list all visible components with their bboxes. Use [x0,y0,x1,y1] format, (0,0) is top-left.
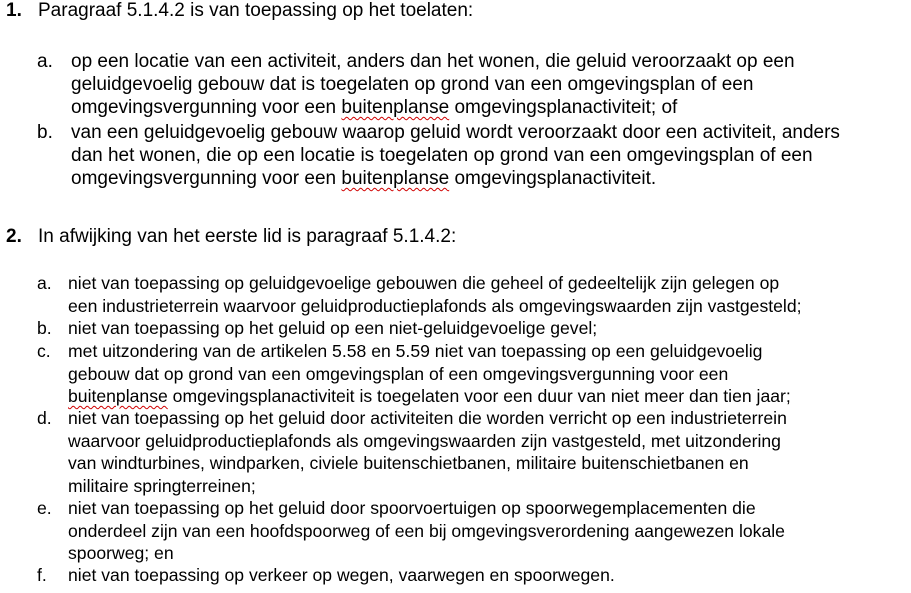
item-line: een industrieterrein waarvoor geluidproductieplafonds als omgevingswaarden zijn vastgesteld; [68,295,802,316]
item-line: dan het wonen, die op een locatie is toegelaten op grond van een omgevingsplan of een [71,145,813,166]
item-text [68,407,787,497]
item-line: niet van toepassing op verkeer op wegen, vaarwegen en spoorwegen. [68,565,615,585]
item-text [68,497,785,565]
list-item [37,121,840,190]
item-line: spoorweg; en [68,543,174,563]
list-item [37,317,597,340]
list-item [37,340,791,408]
item-letter: c. [37,341,51,361]
spellcheck-flagged-word: buitenplanse [341,168,450,189]
item-line: niet van toepassing op geluidgevoelige gebouwen die geheel of gedeeltelijk zijn gelegen op [68,273,780,293]
item-text [68,340,791,408]
item-line: van een geluidgevoelig gebouw waarop geluid wordt veroorzaakt door een activiteit, anders [71,122,840,143]
clause-heading [6,0,473,22]
clause-intro: Paragraaf 5.1.4.2 is van toepassing op het toelaten: [38,0,474,21]
item-line: niet van toepassing op het geluid door activiteiten die worden verricht op een industrieterrein [68,408,787,428]
spellcheck-flagged-word: buitenplanse [68,386,168,406]
line-segment: omgevingsvergunning voor een [71,97,342,118]
list-item [37,50,795,119]
item-text [68,272,802,317]
line-segment: omgevingsplanactiviteit; of [449,97,678,118]
item-line: geluidgevoelig gebouw dat is toegelaten op grond van een omgevingsplan of een [71,74,754,95]
item-text [71,121,840,190]
item-line: van windturbines, windparken, civiele buitenschietbanen, militaire buitenschietbanen en [68,453,749,473]
list-item [37,564,615,587]
item-line: militaire springterreinen; [68,475,256,496]
item-line [71,167,840,190]
item-line: niet van toepassing op het geluid door spoorvoertuigen op spoorwegemplacementen die [68,498,756,518]
line-segment: omgevingsplanactiviteit. [449,168,657,189]
item-line: niet van toepassing op het geluid op een niet-geluidgevoelige gevel; [68,318,598,338]
item-line [71,96,795,119]
item-letter: a. [37,51,53,72]
item-letter: a. [37,273,52,293]
item-letter: f. [37,565,47,585]
item-line: waarvoor geluidproductieplafonds als omgevingswaarden zijn vastgesteld, met uitzondering [68,430,781,451]
item-text [68,564,615,587]
clause-intro: In afwijking van het eerste lid is paragraaf 5.1.4.2: [38,226,457,247]
item-text [68,317,597,340]
line-segment: omgevingsplanactiviteit is toegelaten voor een duur van niet meer dan tien jaar; [167,386,791,406]
clause-heading [6,226,456,248]
spellcheck-flagged-word: buitenplanse [341,97,450,118]
item-letter: b. [37,122,53,143]
item-line: met uitzondering van de artikelen 5.58 en 5.59 niet van toepassing op een geluidgevoelig [68,341,763,361]
list-item [37,497,785,565]
list-item [37,272,802,317]
line-segment: omgevingsvergunning voor een [71,168,342,189]
item-line [68,385,791,408]
list-item [37,407,787,497]
item-letter: d. [37,408,52,428]
item-text [71,50,795,119]
item-letter: e. [37,498,52,518]
item-line: op een locatie van een activiteit, anders dan het wonen, die geluid veroorzaakt op een [71,51,795,72]
item-line: onderdeel zijn van een hoofdspoorweg of een bij omgevingsverordening aangewezen lokale [68,520,785,541]
item-letter: b. [37,318,52,338]
clause-number: 1. [6,0,22,21]
clause-number: 2. [6,226,22,247]
item-line: gebouw dat op grond van een omgevingsplan of een omgevingsvergunning voor een [68,363,729,384]
